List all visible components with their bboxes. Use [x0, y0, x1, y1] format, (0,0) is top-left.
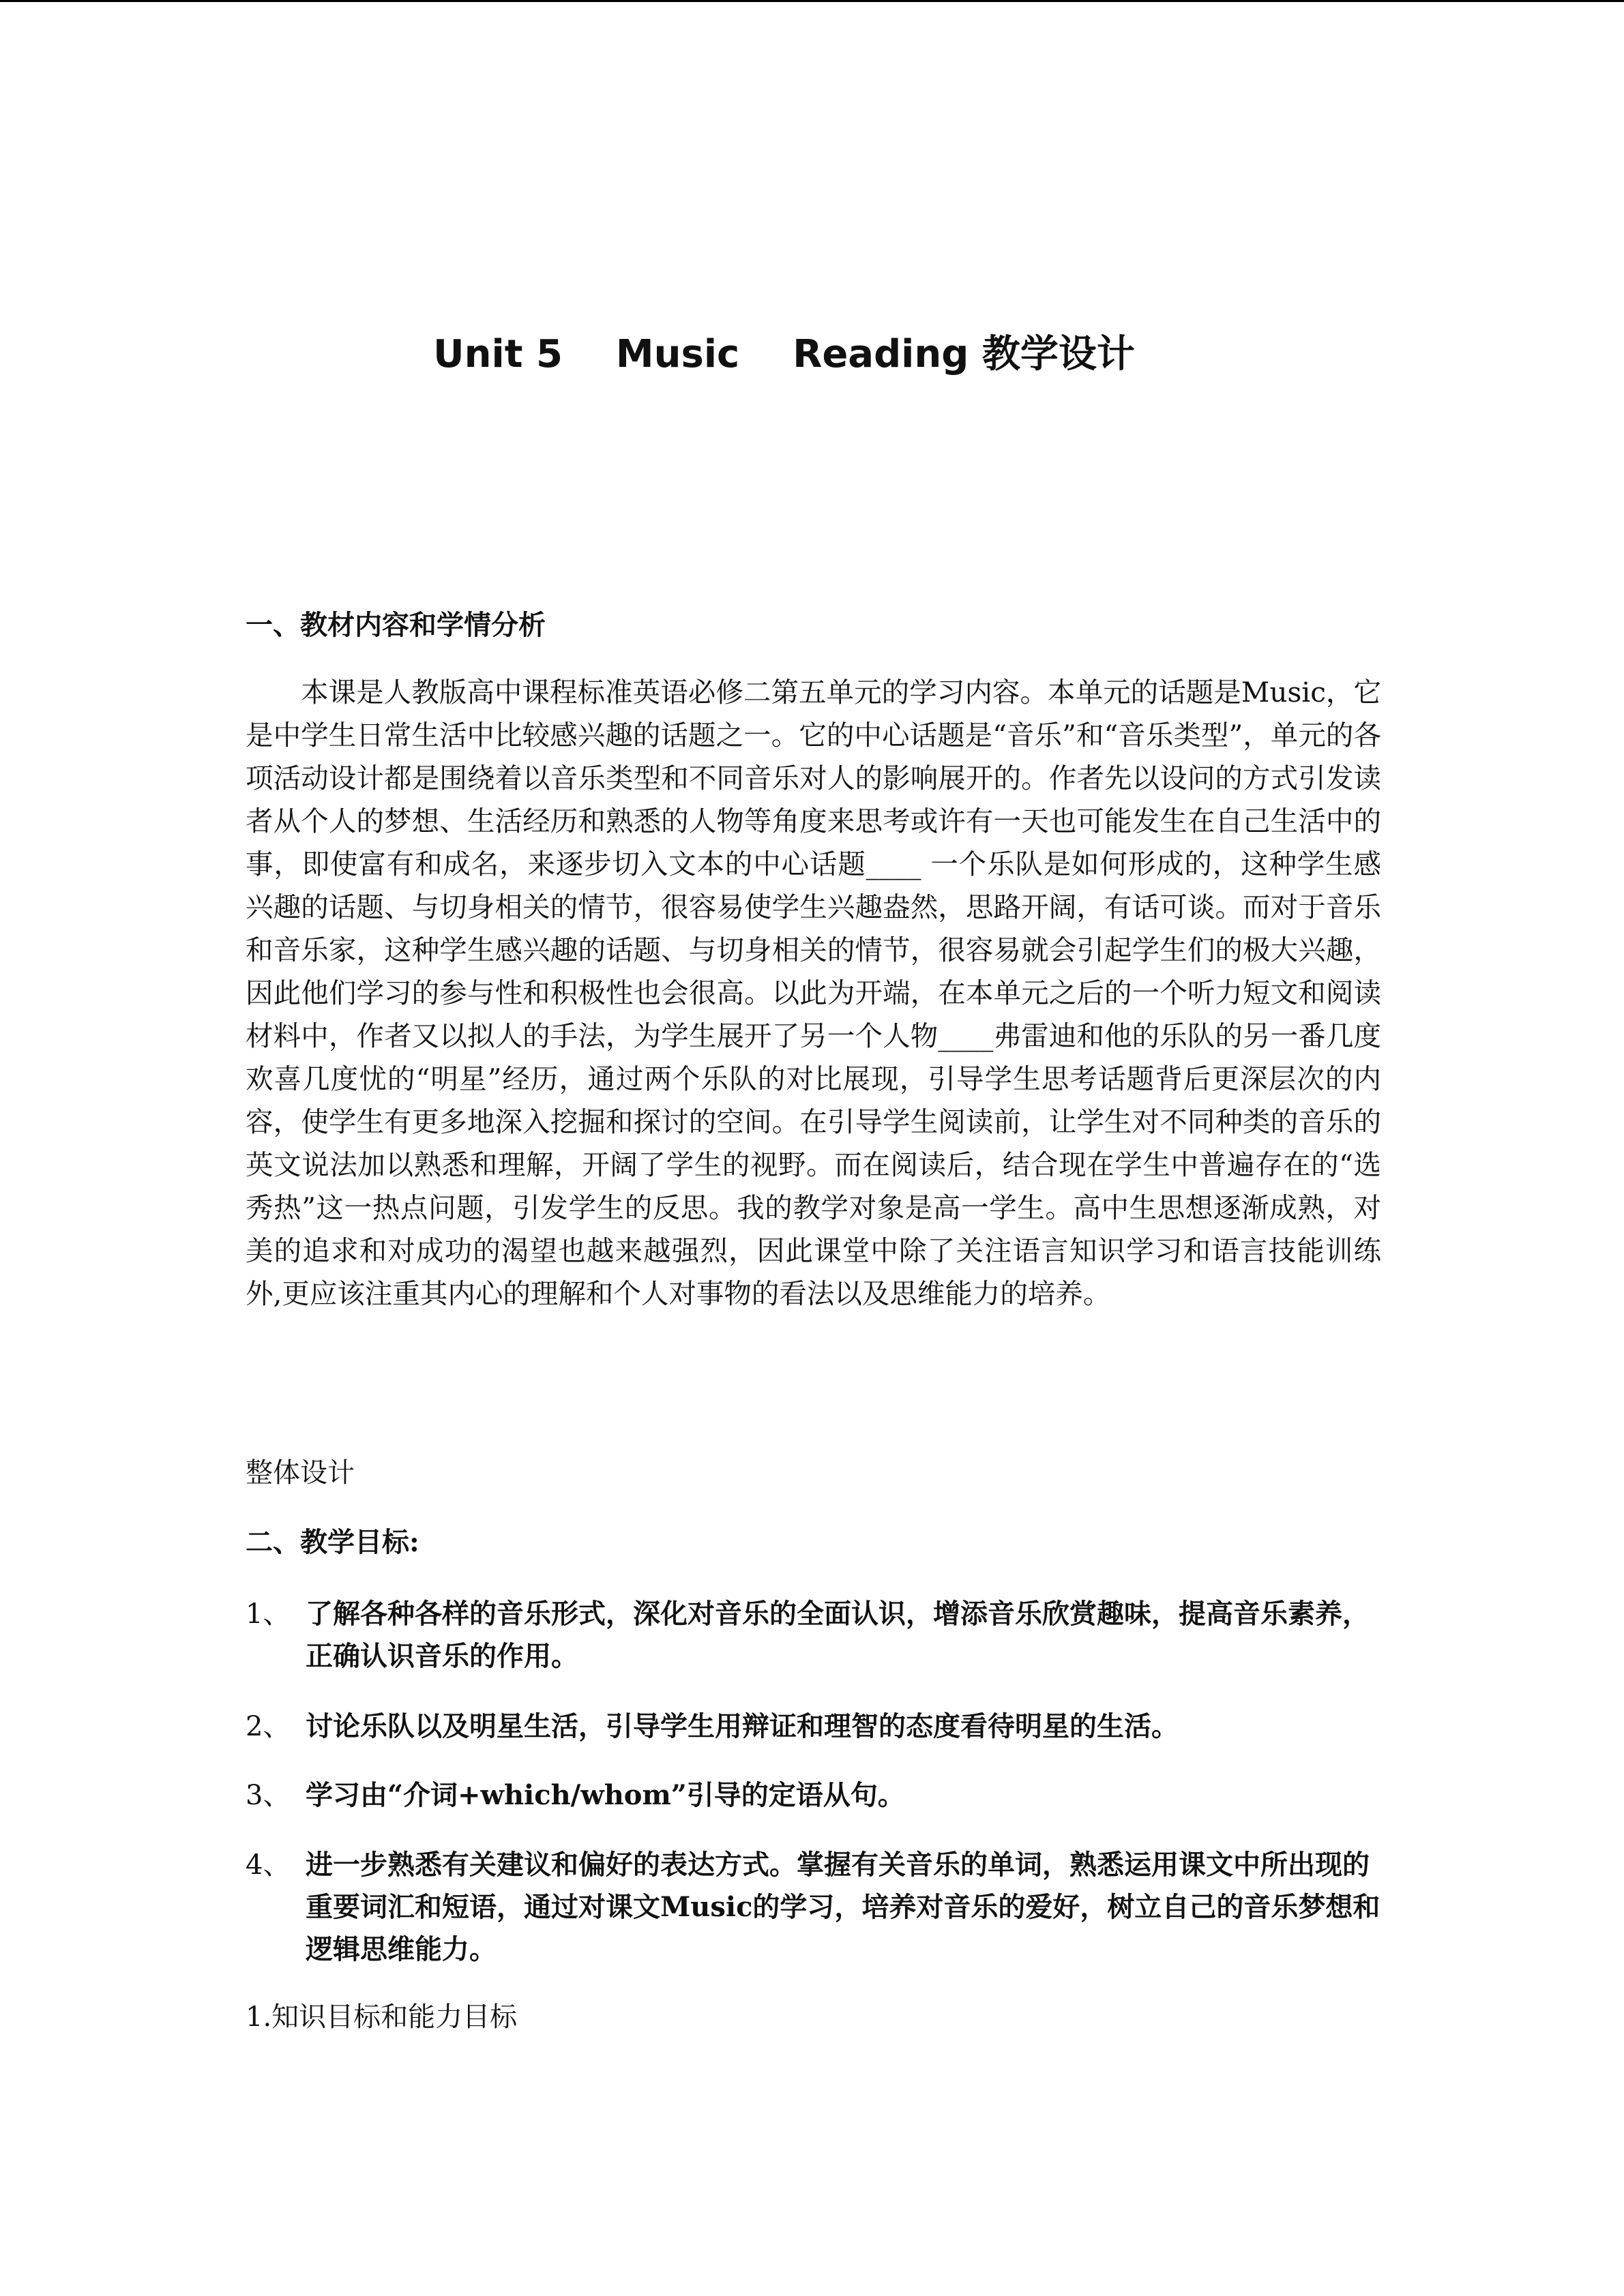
- goal-number: 4、: [246, 1849, 291, 1881]
- goal-number: 2、: [246, 1711, 291, 1742]
- goal-item-2: [246, 1705, 1381, 1748]
- goal-number: 3、: [246, 1780, 291, 1811]
- goal-text: 讨论乐队以及明星生活，引导学生用辩证和理智的态度看待明星的生活。: [306, 1710, 1179, 1742]
- overall-design-label: 整体设计: [246, 1457, 355, 1489]
- top-border-line: [0, 0, 1624, 2]
- goal-item-3: [246, 1774, 1381, 1817]
- section-heading-analysis: 一、教材内容和学情分析: [246, 609, 546, 641]
- goal-text: 进一步熟悉有关建议和偏好的表达方式。掌握有关音乐的单词，熟悉运用课文中所出现的重要词汇和短语，通过对课文Music的学习，培养对音乐的爱好，树立自己的音乐梦想和逻辑思维能力。: [306, 1849, 1381, 1965]
- subheading-knowledge-ability: 1.知识目标和能力目标: [246, 2001, 518, 2033]
- goal-item-4: [246, 1844, 1381, 1971]
- goal-number: 1、: [246, 1598, 291, 1630]
- analysis-paragraph: 本课是人教版高中课程标准英语必修二第五单元的学习内容。本单元的话题是Music，它是中学生日常生活中比较感兴趣的话题之一。它的中心话题是“音乐”和“音乐类型”，单元的各项活动设计都是围绕着以音乐类型和不同音乐对人的影响展开的。作者先以设问的方式引发读者从个人的梦想、生活经历和熟悉的人物等角度来思考或许有一天也可能发生在自己生活中的事，即使富有和成名，来逐步切入文本的中心话题____ 一个乐队是如何形成的，这种学生感兴趣的话题、与切身相关的情节，很容易使学生兴趣盎然，思路开阔，有话可谈。而对于音乐和音乐家，这种学生感兴趣的话题、与切身相关的情节，很容易就会引起学生们的极大兴趣，因此他们学习的参与性和积极性也会很高。以此为开端，在本单元之后的一个听力短文和阅读材料中，作者又以拟人的手法，为学生展开了另一个人物____弗雷迪和他的乐队的另一番几度欢喜几度忧的“明星”经历，通过两个乐队的对比展现，引导学生思考话题背后更深层次的内容，使学生有更多地深入挖掘和探讨的空间。在引导学生阅读前，让学生对不同种类的音乐的英文说法加以熟悉和理解，开阔了学生的视野。而在阅读后，结合现在学生中普遍存在的“选秀热”这一热点问题，引发学生的反思。我的教学对象是高一学生。高中生思想逐渐成熟，对美的追求和对成功的渴望也越来越强烈，因此课堂中除了关注语言知识学习和语言技能训练外,更应该注重其内心的理解和个人对事物的看法以及思维能力的培养。: [246, 676, 1381, 1310]
- goal-item-1: [246, 1593, 1381, 1678]
- goal-text: 了解各种各样的音乐形式，深化对音乐的全面认识，增添音乐欣赏趣味，提高音乐素养，正确认识音乐的作用。: [306, 1598, 1370, 1672]
- section-heading-objectives: 二、教学目标:: [246, 1526, 419, 1558]
- page-title: Unit 5 Music Reading 教学设计: [433, 332, 1135, 376]
- goal-text: 学习由“介词+which/whom”引导的定语从句。: [306, 1779, 905, 1811]
